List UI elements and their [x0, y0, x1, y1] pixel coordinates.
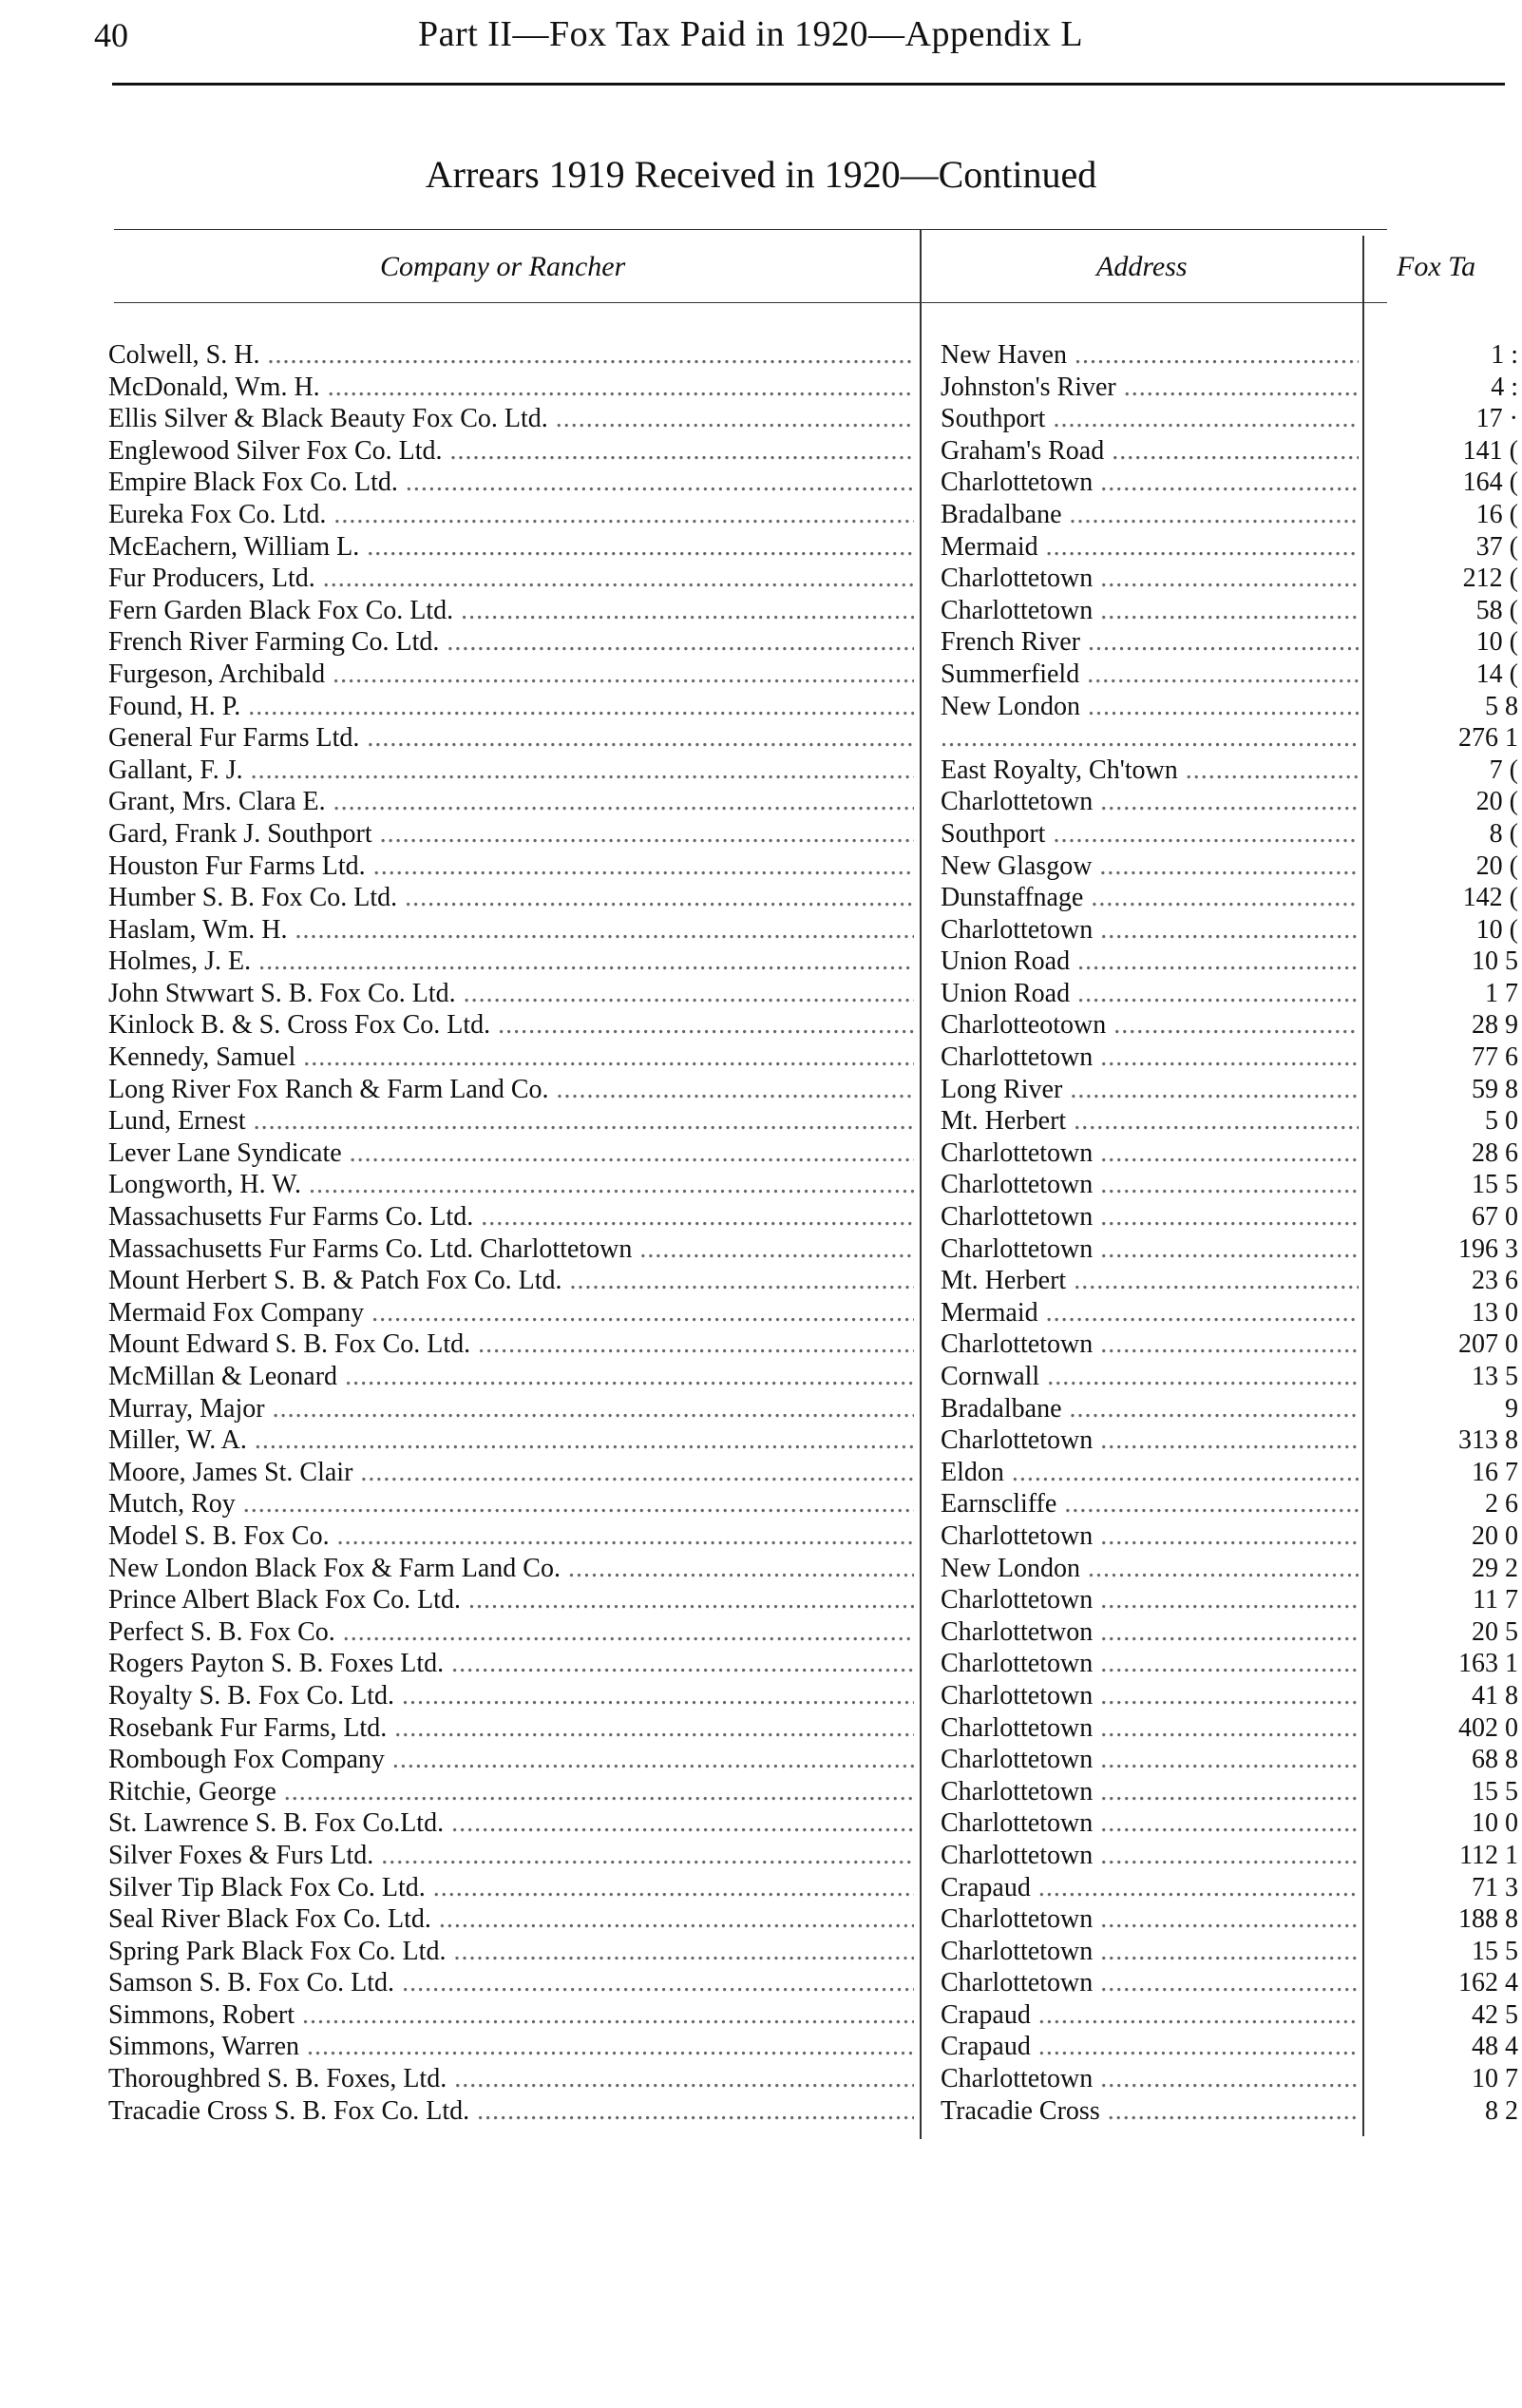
- company-name-cell: Tracadie Cross S. B. Fox Co. Ltd. .....: [108, 2095, 914, 2128]
- fox-tax-cell: 15 5: [1472, 1776, 1518, 1806]
- fox-tax-cell: 13 0: [1472, 1297, 1518, 1328]
- table-row: [0, 1712, 1522, 1745]
- company-name-cell: Kinlock B. & S. Cross Fox Co. Ltd. .....: [108, 1009, 914, 1042]
- fox-tax-cell: 276 1: [1458, 723, 1518, 754]
- address-cell: Union Road .....: [941, 946, 1359, 978]
- address-cell: Southport .....: [941, 403, 1359, 435]
- table-body: [0, 339, 1522, 2127]
- header-bottom-rule: [114, 302, 1387, 303]
- company-name-cell: Rosebank Fur Farms, Ltd. .....: [108, 1712, 914, 1745]
- table-row: [0, 1105, 1522, 1137]
- company-name-cell: Moore, James St. Clair .....: [108, 1457, 914, 1489]
- company-name-cell: Massachusetts Fur Farms Co. Ltd. Charlottetown .....: [108, 1233, 914, 1266]
- fox-tax-cell: 59 8: [1472, 1074, 1518, 1104]
- address-cell: Charlottetown .....: [941, 1233, 1359, 1266]
- table-row: [0, 1424, 1522, 1457]
- page-number: 40: [94, 16, 128, 54]
- table-row: [0, 755, 1522, 787]
- table-row: [0, 563, 1522, 595]
- address-cell: Crapaud .....: [941, 1872, 1359, 1904]
- table-top-rule: [114, 229, 1387, 230]
- running-head: Part II—Fox Tax Paid in 1920—Appendix L: [418, 14, 1084, 54]
- fox-tax-cell: 5 8: [1485, 691, 1518, 721]
- table-row: [0, 435, 1522, 468]
- table-row: [0, 1680, 1522, 1712]
- company-name-cell: McDonald, Wm. H. .....: [108, 372, 914, 404]
- address-cell: Charlottetown .....: [941, 1424, 1359, 1457]
- company-name-cell: Thoroughbred S. B. Foxes, Ltd. .....: [108, 2063, 914, 2095]
- company-name-cell: Seal River Black Fox Co. Ltd. .....: [108, 1903, 914, 1936]
- address-cell: Charlottetown .....: [941, 2063, 1359, 2095]
- table-row: [0, 1903, 1522, 1936]
- company-name-cell: Rogers Payton S. B. Foxes Ltd. .....: [108, 1648, 914, 1680]
- address-cell: Charlottetown .....: [941, 1936, 1359, 1968]
- table-row: [0, 818, 1522, 850]
- company-name-cell: Rombough Fox Company .....: [108, 1744, 914, 1776]
- table-row: [0, 1074, 1522, 1106]
- fox-tax-cell: 16 7: [1472, 1457, 1518, 1487]
- company-name-cell: Samson S. B. Fox Co. Ltd. .....: [108, 1967, 914, 1999]
- company-name-cell: Haslam, Wm. H. .....: [108, 914, 914, 946]
- fox-tax-cell: 162 4: [1458, 1968, 1518, 1998]
- table-row: [0, 531, 1522, 564]
- table-row: [0, 1648, 1522, 1680]
- address-cell: Union Road .....: [941, 978, 1359, 1010]
- table-row: [0, 403, 1522, 435]
- table-row: [0, 946, 1522, 978]
- table-row: [0, 626, 1522, 659]
- company-name-cell: Colwell, S. H. .....: [108, 339, 914, 372]
- fox-tax-cell: 207 0: [1458, 1329, 1518, 1360]
- fox-tax-cell: 15 5: [1472, 1936, 1518, 1966]
- company-name-cell: Murray, Major .....: [108, 1393, 914, 1425]
- company-name-cell: Ritchie, George .....: [108, 1776, 914, 1808]
- table-row: [0, 1584, 1522, 1616]
- fox-tax-cell: 29 2: [1472, 1553, 1518, 1583]
- company-name-cell: Lund, Ernest .....: [108, 1105, 914, 1137]
- fox-tax-cell: 313 8: [1458, 1425, 1518, 1456]
- fox-tax-cell: 16 (: [1475, 499, 1518, 529]
- address-cell: Charlottetown .....: [941, 1648, 1359, 1680]
- table-row: [0, 1328, 1522, 1361]
- fox-tax-cell: 196 3: [1458, 1233, 1518, 1264]
- table-row: [0, 595, 1522, 627]
- company-name-cell: Silver Tip Black Fox Co. Ltd. .....: [108, 1872, 914, 1904]
- table-row: [0, 1393, 1522, 1425]
- table-row: [0, 1776, 1522, 1808]
- table-row: [0, 1009, 1522, 1042]
- fox-tax-cell: 58 (: [1475, 595, 1518, 625]
- table-row: [0, 1169, 1522, 1201]
- company-name-cell: Mount Herbert S. B. & Patch Fox Co. Ltd. .....: [108, 1265, 914, 1297]
- table-row: [0, 372, 1522, 404]
- company-name-cell: Fern Garden Black Fox Co. Ltd. .....: [108, 595, 914, 627]
- address-cell: New Glasgow .....: [941, 850, 1359, 883]
- address-cell: Charlottetwon .....: [941, 1616, 1359, 1649]
- table-row: [0, 882, 1522, 914]
- company-name-cell: Kennedy, Samuel .....: [108, 1042, 914, 1074]
- table-row: [0, 659, 1522, 691]
- address-cell: Long River .....: [941, 1074, 1359, 1106]
- table-row: [0, 1457, 1522, 1489]
- company-name-cell: Gallant, F. J. .....: [108, 755, 914, 787]
- company-name-cell: Gard, Frank J. Southport .....: [108, 818, 914, 850]
- address-cell: Summerfield .....: [941, 659, 1359, 691]
- fox-tax-cell: 23 6: [1472, 1266, 1518, 1296]
- fox-tax-cell: 188 8: [1458, 1904, 1518, 1935]
- fox-tax-cell: 48 4: [1472, 2032, 1518, 2062]
- fox-tax-cell: 402 0: [1458, 1712, 1518, 1743]
- address-cell: Cornwall .....: [941, 1361, 1359, 1393]
- table-row: [0, 1967, 1522, 1999]
- table-row: [0, 1201, 1522, 1233]
- address-cell: Charlottetown .....: [941, 1903, 1359, 1936]
- company-name-cell: Spring Park Black Fox Co. Ltd. .....: [108, 1936, 914, 1968]
- company-name-cell: Mermaid Fox Company .....: [108, 1297, 914, 1329]
- company-name-cell: New London Black Fox & Farm Land Co. .....: [108, 1553, 914, 1585]
- header-rule: [112, 83, 1505, 86]
- table-row: [0, 1807, 1522, 1840]
- address-cell: Mt. Herbert .....: [941, 1105, 1359, 1137]
- address-cell: New London .....: [941, 1553, 1359, 1585]
- address-cell: Charlottetown .....: [941, 786, 1359, 818]
- fox-tax-cell: 163 1: [1458, 1649, 1518, 1679]
- column-header-company: Company or Rancher: [380, 251, 626, 282]
- table-row: [0, 1616, 1522, 1649]
- fox-tax-cell: 67 0: [1472, 1202, 1518, 1233]
- table-row: [0, 2031, 1522, 2063]
- fox-tax-cell: 10 7: [1472, 2064, 1518, 2094]
- fox-tax-cell: 28 9: [1472, 1010, 1518, 1041]
- fox-tax-cell: 141 (: [1462, 435, 1518, 466]
- fox-tax-cell: 10 0: [1472, 1808, 1518, 1839]
- fox-tax-cell: 37 (: [1475, 531, 1518, 562]
- table-row: [0, 1872, 1522, 1904]
- company-name-cell: Houston Fur Farms Ltd. .....: [108, 850, 914, 883]
- company-name-cell: Royalty S. B. Fox Co. Ltd. .....: [108, 1680, 914, 1712]
- table-row: [0, 467, 1522, 499]
- fox-tax-cell: 41 8: [1472, 1680, 1518, 1710]
- fox-tax-cell: 77 6: [1472, 1042, 1518, 1073]
- company-name-cell: Massachusetts Fur Farms Co. Ltd. .....: [108, 1201, 914, 1233]
- table-row: [0, 1520, 1522, 1553]
- company-name-cell: McMillan & Leonard .....: [108, 1361, 914, 1393]
- fox-tax-cell: 42 5: [1472, 1999, 1518, 2030]
- table-row: [0, 1265, 1522, 1297]
- fox-tax-cell: 17 ·: [1475, 404, 1518, 434]
- address-cell: Eldon .....: [941, 1457, 1359, 1489]
- company-name-cell: Eureka Fox Co. Ltd. .....: [108, 499, 914, 531]
- fox-tax-cell: 20 5: [1472, 1616, 1518, 1647]
- company-name-cell: St. Lawrence S. B. Fox Co.Ltd. .....: [108, 1807, 914, 1840]
- fox-tax-cell: 142 (: [1462, 883, 1518, 913]
- company-name-cell: Found, H. P. .....: [108, 691, 914, 723]
- table-row: [0, 339, 1522, 372]
- fox-tax-cell: 9: [1505, 1393, 1518, 1424]
- table-row: [0, 691, 1522, 723]
- fox-tax-cell: 1 :: [1491, 340, 1518, 370]
- address-cell: Charlottetown .....: [941, 1137, 1359, 1170]
- address-cell: New London .....: [941, 691, 1359, 723]
- table-row: [0, 2063, 1522, 2095]
- table-row: [0, 1936, 1522, 1968]
- fox-tax-cell: 1 7: [1485, 978, 1518, 1008]
- fox-tax-cell: 14 (: [1475, 659, 1518, 689]
- table-row: [0, 1840, 1522, 1872]
- fox-tax-cell: 164 (: [1462, 468, 1518, 498]
- fox-tax-cell: 11 7: [1473, 1585, 1518, 1615]
- table-row: [0, 1137, 1522, 1170]
- column-header-address: Address: [1096, 251, 1188, 282]
- address-cell: East Royalty, Ch'town .....: [941, 755, 1359, 787]
- address-cell: Tracadie Cross .....: [941, 2095, 1359, 2128]
- company-name-cell: Empire Black Fox Co. Ltd. .....: [108, 467, 914, 499]
- address-cell: Charlottetown .....: [941, 1042, 1359, 1074]
- address-cell: Charlottetown .....: [941, 467, 1359, 499]
- fox-tax-cell: 7 (: [1489, 755, 1518, 785]
- address-cell: Charlottetown .....: [941, 1201, 1359, 1233]
- company-name-cell: French River Farming Co. Ltd. .....: [108, 626, 914, 659]
- company-name-cell: Model S. B. Fox Co. .....: [108, 1520, 914, 1553]
- address-cell: French River .....: [941, 626, 1359, 659]
- address-cell: Earnscliffe .....: [941, 1488, 1359, 1520]
- address-cell: Dunstaffnage .....: [941, 882, 1359, 914]
- table-row: [0, 1233, 1522, 1266]
- company-name-cell: Silver Foxes & Furs Ltd. .....: [108, 1840, 914, 1872]
- table-row: [0, 1361, 1522, 1393]
- address-cell: Charlottetown .....: [941, 1680, 1359, 1712]
- column-header-tax: Fox Ta: [1397, 251, 1476, 282]
- company-name-cell: Simmons, Warren .....: [108, 2031, 914, 2063]
- address-cell: Charlottetown .....: [941, 1807, 1359, 1840]
- company-name-cell: Perfect S. B. Fox Co. .....: [108, 1616, 914, 1649]
- address-cell: Charlottetown .....: [941, 1328, 1359, 1361]
- table-row: [0, 1744, 1522, 1776]
- table-row: [0, 499, 1522, 531]
- fox-tax-cell: 10 (: [1475, 627, 1518, 658]
- table-row: [0, 978, 1522, 1010]
- company-name-cell: Furgeson, Archibald .....: [108, 659, 914, 691]
- table-row: [0, 1042, 1522, 1074]
- company-name-cell: McEachern, William L. .....: [108, 531, 914, 564]
- company-name-cell: Holmes, J. E. .....: [108, 946, 914, 978]
- address-cell: Mt. Herbert .....: [941, 1265, 1359, 1297]
- fox-tax-cell: 8 (: [1489, 818, 1518, 849]
- address-cell: Johnston's River .....: [941, 372, 1359, 404]
- address-cell: Charlottetown .....: [941, 914, 1359, 946]
- table-row: [0, 1999, 1522, 2032]
- fox-tax-cell: 8 2: [1485, 2095, 1518, 2126]
- company-name-cell: Humber S. B. Fox Co. Ltd. .....: [108, 882, 914, 914]
- fox-tax-cell: 13 5: [1472, 1362, 1518, 1391]
- fox-tax-cell: 10 5: [1472, 946, 1518, 977]
- address-cell: Charlottetown .....: [941, 1169, 1359, 1201]
- fox-tax-cell: 20 (: [1475, 850, 1518, 881]
- address-cell: Charlottetown .....: [941, 1967, 1359, 1999]
- address-cell: Charlottetown .....: [941, 1584, 1359, 1616]
- address-cell: Charlottetown .....: [941, 595, 1359, 627]
- fox-tax-cell: 28 6: [1472, 1137, 1518, 1168]
- table-row: [0, 722, 1522, 755]
- address-cell: Crapaud .....: [941, 2031, 1359, 2063]
- table-row: [0, 1553, 1522, 1585]
- company-name-cell: Fur Producers, Ltd. .....: [108, 563, 914, 595]
- company-name-cell: Englewood Silver Fox Co. Ltd. .....: [108, 435, 914, 468]
- company-name-cell: Miller, W. A. .....: [108, 1424, 914, 1457]
- table-title: Arrears 1919 Received in 1920—Continued: [425, 153, 1097, 196]
- company-name-cell: Long River Fox Ranch & Farm Land Co. .....: [108, 1074, 914, 1106]
- address-cell: Bradalbane .....: [941, 1393, 1359, 1425]
- address-cell: Crapaud .....: [941, 1999, 1359, 2032]
- fox-tax-cell: 212 (: [1462, 564, 1518, 594]
- address-cell: Bradalbane .....: [941, 499, 1359, 531]
- address-cell: New Haven .....: [941, 339, 1359, 372]
- company-name-cell: General Fur Farms Ltd. .....: [108, 722, 914, 755]
- address-cell: Charlottetown .....: [941, 1520, 1359, 1553]
- address-cell: Charlottetown .....: [941, 1840, 1359, 1872]
- company-name-cell: Mutch, Roy .....: [108, 1488, 914, 1520]
- fox-tax-cell: 5 0: [1485, 1106, 1518, 1137]
- address-cell: Mermaid .....: [941, 531, 1359, 564]
- address-cell: Graham's Road .....: [941, 435, 1359, 468]
- company-name-cell: Lever Lane Syndicate .....: [108, 1137, 914, 1170]
- table-row: [0, 2095, 1522, 2128]
- address-cell: Charlottetown .....: [941, 563, 1359, 595]
- fox-tax-cell: 112 1: [1459, 1840, 1518, 1870]
- fox-tax-cell: 68 8: [1472, 1745, 1518, 1775]
- fox-tax-cell: 71 3: [1472, 1872, 1518, 1902]
- company-name-cell: Mount Edward S. B. Fox Co. Ltd. .....: [108, 1328, 914, 1361]
- fox-tax-cell: 10 (: [1475, 914, 1518, 945]
- address-cell: Charlottetown .....: [941, 1712, 1359, 1745]
- address-cell: [941, 722, 1359, 755]
- company-name-cell: Longworth, H. W. .....: [108, 1169, 914, 1201]
- address-cell: Charlottetown .....: [941, 1776, 1359, 1808]
- table-row: [0, 914, 1522, 946]
- company-name-cell: Prince Albert Black Fox Co. Ltd. .....: [108, 1584, 914, 1616]
- table-row: [0, 1488, 1522, 1520]
- company-name-cell: John Stwwart S. B. Fox Co. Ltd. .....: [108, 978, 914, 1010]
- company-name-cell: Grant, Mrs. Clara E. .....: [108, 786, 914, 818]
- table-row: [0, 850, 1522, 883]
- fox-tax-cell: 15 5: [1472, 1170, 1518, 1200]
- fox-tax-cell: 20 (: [1475, 787, 1518, 817]
- fox-tax-cell: 2 6: [1485, 1489, 1518, 1519]
- fox-tax-cell: 4 :: [1491, 372, 1518, 402]
- address-cell: Charlottetown .....: [941, 1744, 1359, 1776]
- address-cell: Charlotteotown .....: [941, 1009, 1359, 1042]
- table-row: [0, 786, 1522, 818]
- fox-tax-cell: 20 0: [1472, 1520, 1518, 1551]
- table-row: [0, 1297, 1522, 1329]
- company-name-cell: Simmons, Robert .....: [108, 1999, 914, 2032]
- address-cell: Mermaid .....: [941, 1297, 1359, 1329]
- address-cell: Southport .....: [941, 818, 1359, 850]
- company-name-cell: Ellis Silver & Black Beauty Fox Co. Ltd. .....: [108, 403, 914, 435]
